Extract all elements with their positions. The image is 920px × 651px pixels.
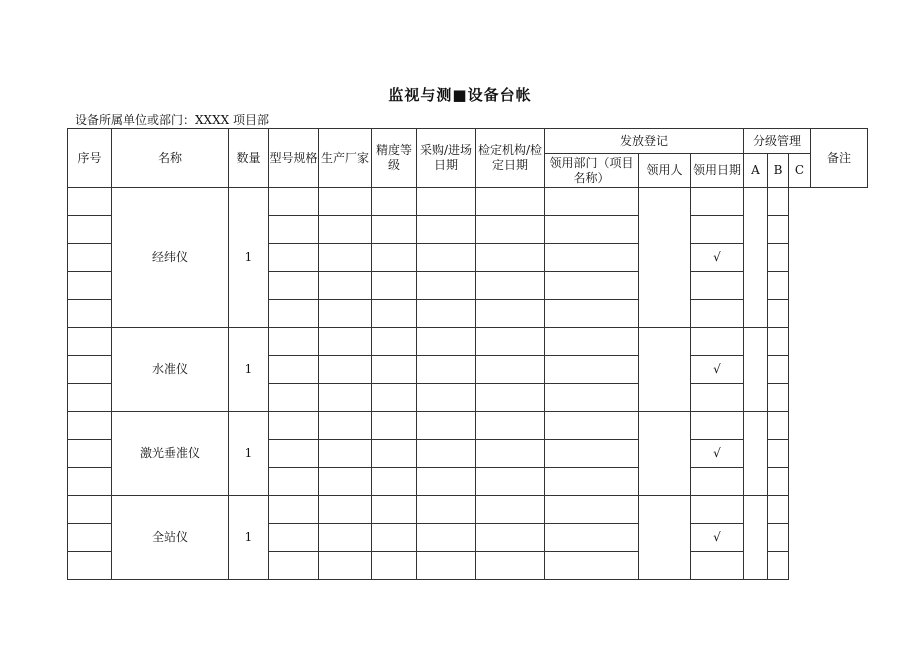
data-cell (417, 440, 476, 468)
data-cell (545, 272, 639, 300)
data-cell (476, 272, 545, 300)
data-cell (476, 356, 545, 384)
data-cell (417, 496, 476, 524)
header-remark: 备注 (811, 129, 868, 188)
data-cell (545, 328, 639, 356)
grade-b-cell: √ (691, 244, 744, 272)
data-cell (545, 468, 639, 496)
seq-cell (68, 300, 112, 328)
data-cell (372, 524, 417, 552)
data-cell (545, 384, 639, 412)
equipment-name: 全站仪 (112, 496, 229, 580)
grade-a-cell (639, 412, 691, 496)
seq-cell (68, 468, 112, 496)
seq-cell (68, 244, 112, 272)
data-cell (476, 384, 545, 412)
header-calibration: 检定机构/检定日期 (476, 129, 545, 188)
header-row-1 (68, 129, 868, 154)
data-cell (319, 552, 372, 580)
seq-cell (68, 328, 112, 356)
seq-cell (68, 188, 112, 216)
seq-cell (68, 524, 112, 552)
seq-cell (68, 384, 112, 412)
data-cell (372, 328, 417, 356)
grade-b-cell: √ (691, 440, 744, 468)
seq-cell (68, 216, 112, 244)
grade-b-cell (691, 468, 744, 496)
remark-cell (768, 468, 789, 496)
data-cell (269, 300, 319, 328)
ledger-body (68, 188, 868, 580)
data-cell (417, 384, 476, 412)
data-cell (269, 412, 319, 440)
remark-cell (768, 244, 789, 272)
data-cell (545, 412, 639, 440)
remark-cell (768, 216, 789, 244)
data-cell (417, 300, 476, 328)
data-cell (476, 412, 545, 440)
equipment-name: 水准仪 (112, 328, 229, 412)
equipment-name: 经纬仪 (112, 188, 229, 328)
data-cell (545, 356, 639, 384)
data-cell (417, 524, 476, 552)
data-cell (372, 412, 417, 440)
data-cell (319, 188, 372, 216)
data-cell (372, 356, 417, 384)
grade-b-cell (691, 188, 744, 216)
grade-b-cell (691, 496, 744, 524)
remark-cell (768, 356, 789, 384)
remark-cell (768, 188, 789, 216)
data-cell (476, 496, 545, 524)
data-cell (476, 440, 545, 468)
data-cell (372, 496, 417, 524)
data-cell (372, 384, 417, 412)
data-cell (476, 244, 545, 272)
data-cell (319, 328, 372, 356)
header-accuracy: 精度等级 (372, 129, 417, 188)
grade-b-cell: √ (691, 524, 744, 552)
remark-cell (768, 300, 789, 328)
grade-b-cell: √ (691, 356, 744, 384)
data-cell (319, 468, 372, 496)
equipment-name: 激光垂准仪 (112, 412, 229, 496)
remark-cell (768, 384, 789, 412)
grade-c-cell (744, 328, 768, 412)
header-grade-b: B (768, 154, 789, 188)
data-cell (545, 524, 639, 552)
grade-b-cell (691, 384, 744, 412)
data-cell (417, 468, 476, 496)
table-row (68, 188, 868, 216)
data-cell (269, 552, 319, 580)
document-title: 监视与测■设备台帐 (388, 86, 532, 104)
data-cell (372, 216, 417, 244)
data-cell (319, 524, 372, 552)
header-issue: 发放登记 (545, 129, 744, 154)
data-cell (269, 440, 319, 468)
data-cell (417, 272, 476, 300)
table-row (68, 496, 868, 524)
data-cell (545, 188, 639, 216)
data-cell (372, 468, 417, 496)
data-cell (269, 188, 319, 216)
data-cell (476, 216, 545, 244)
data-cell (269, 272, 319, 300)
data-cell (545, 496, 639, 524)
data-cell (319, 412, 372, 440)
seq-cell (68, 272, 112, 300)
data-cell (319, 440, 372, 468)
data-cell (269, 524, 319, 552)
remark-cell (768, 496, 789, 524)
data-cell (476, 300, 545, 328)
grade-a-cell (639, 328, 691, 412)
grade-b-cell (691, 328, 744, 356)
remark-cell (768, 440, 789, 468)
data-cell (372, 244, 417, 272)
data-cell (417, 356, 476, 384)
header-model: 型号规格 (269, 129, 319, 188)
data-cell (319, 384, 372, 412)
header-qty: 数量 (229, 129, 269, 188)
header-seq: 序号 (68, 129, 112, 188)
header-issue-date: 领用日期 (691, 154, 744, 188)
equipment-qty: 1 (229, 188, 269, 328)
grade-a-cell (639, 496, 691, 580)
data-cell (417, 244, 476, 272)
data-cell (319, 300, 372, 328)
remark-cell (768, 524, 789, 552)
header-grade-a: A (744, 154, 768, 188)
data-cell (476, 552, 545, 580)
seq-cell (68, 496, 112, 524)
data-cell (319, 244, 372, 272)
data-cell (417, 216, 476, 244)
data-cell (476, 328, 545, 356)
grade-b-cell (691, 552, 744, 580)
data-cell (417, 188, 476, 216)
seq-cell (68, 356, 112, 384)
data-cell (476, 188, 545, 216)
data-cell (545, 300, 639, 328)
data-cell (319, 272, 372, 300)
equipment-qty: 1 (229, 496, 269, 580)
grade-b-cell (691, 216, 744, 244)
data-cell (545, 216, 639, 244)
header-grade-c: C (789, 154, 811, 188)
data-cell (545, 552, 639, 580)
data-cell (372, 300, 417, 328)
equipment-ledger-table (67, 128, 868, 580)
data-cell (372, 188, 417, 216)
data-cell (319, 356, 372, 384)
grade-b-cell (691, 272, 744, 300)
data-cell (269, 216, 319, 244)
equipment-qty: 1 (229, 328, 269, 412)
grade-b-cell (691, 412, 744, 440)
grade-a-cell (639, 188, 691, 328)
header-name: 名称 (112, 129, 229, 188)
data-cell (417, 328, 476, 356)
data-cell (372, 272, 417, 300)
data-cell (417, 412, 476, 440)
grade-c-cell (744, 496, 768, 580)
data-cell (372, 552, 417, 580)
data-cell (545, 244, 639, 272)
header-issue-dept: 领用部门（项目名称） (545, 154, 639, 188)
remark-cell (768, 328, 789, 356)
header-grade: 分级管理 (744, 129, 811, 154)
remark-cell (768, 272, 789, 300)
grade-c-cell (744, 412, 768, 496)
remark-cell (768, 552, 789, 580)
data-cell (269, 244, 319, 272)
header-maker: 生产厂家 (319, 129, 372, 188)
grade-c-cell (744, 188, 768, 328)
data-cell (319, 216, 372, 244)
data-cell (372, 440, 417, 468)
data-cell (269, 384, 319, 412)
seq-cell (68, 552, 112, 580)
data-cell (269, 468, 319, 496)
data-cell (476, 468, 545, 496)
equipment-qty: 1 (229, 412, 269, 496)
data-cell (476, 524, 545, 552)
data-cell (545, 440, 639, 468)
header-issue-person: 领用人 (639, 154, 691, 188)
data-cell (417, 552, 476, 580)
data-cell (269, 328, 319, 356)
seq-cell (68, 412, 112, 440)
header-purchase: 采购/进场日期 (417, 129, 476, 188)
unit-line: 设备所属单位或部门：XXXX 项目部 (75, 113, 269, 127)
data-cell (269, 496, 319, 524)
seq-cell (68, 440, 112, 468)
grade-b-cell (691, 300, 744, 328)
table-row (68, 412, 868, 440)
remark-cell (768, 412, 789, 440)
data-cell (319, 496, 372, 524)
table-row (68, 328, 868, 356)
data-cell (269, 356, 319, 384)
